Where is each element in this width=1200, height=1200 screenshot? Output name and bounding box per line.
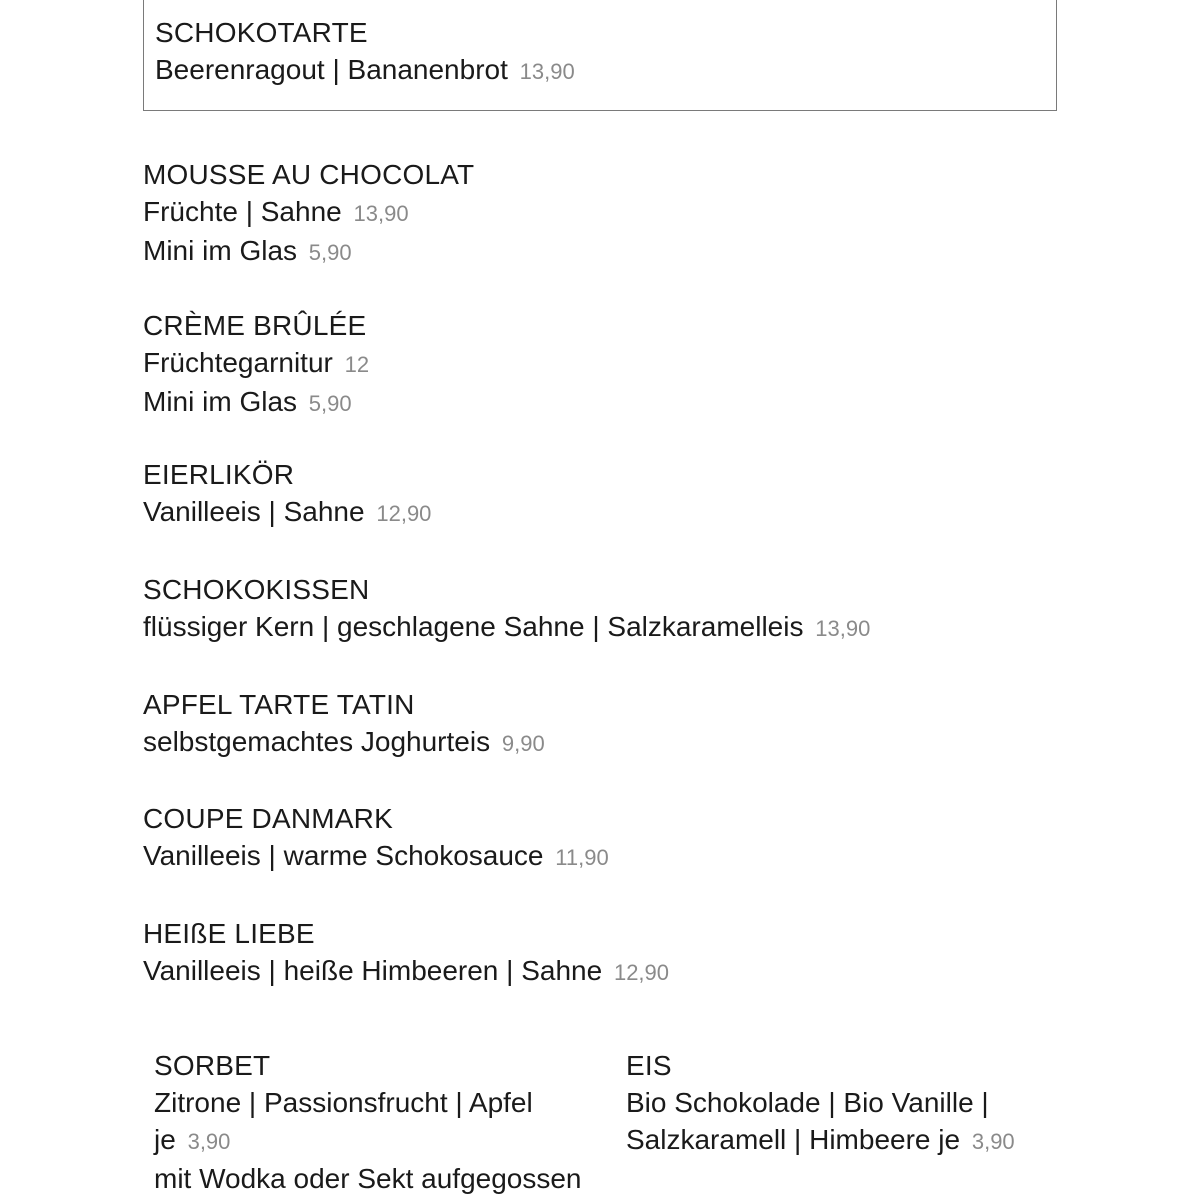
item-line: Bio Schokolade | Bio Vanille | xyxy=(626,1087,989,1118)
menu-item-heisse-liebe xyxy=(143,915,669,991)
item-line-text: Früchte | Sahne xyxy=(143,196,342,227)
item-line-text: Mini im Glas xyxy=(143,235,298,266)
menu-item-eierlikoer xyxy=(143,456,431,532)
item-line xyxy=(143,608,870,647)
item-price: 12,90 xyxy=(376,501,432,526)
item-description-text: Beerenragout | Bananenbrot xyxy=(155,54,508,85)
menu-item-mousse xyxy=(143,156,474,271)
item-line-text: Mini im Glas xyxy=(143,386,298,417)
item-line-text: Früchtegarnitur xyxy=(143,347,333,378)
item-price: 5,90 xyxy=(308,391,352,416)
item-line-text: Vanilleeis | Sahne xyxy=(143,496,365,527)
item-price: 9,90 xyxy=(501,731,545,756)
item-price: 5,90 xyxy=(308,240,352,265)
item-name: SCHOKOTARTE xyxy=(155,17,368,48)
item-line: Zitrone | Passionsfrucht | Apfel xyxy=(154,1087,533,1118)
item-name: SCHOKOKISSEN xyxy=(143,574,370,605)
menu-item-schokokissen xyxy=(143,571,870,647)
item-line xyxy=(143,493,431,532)
item-price: 11,90 xyxy=(555,845,609,870)
menu-item-eis xyxy=(626,1047,1015,1160)
menu-item-apfel-tarte xyxy=(143,686,545,762)
item-name: MOUSSE AU CHOCOLAT xyxy=(143,159,475,190)
item-line xyxy=(143,952,669,991)
item-name: EIERLIKÖR xyxy=(143,459,295,490)
item-price: 12,90 xyxy=(613,960,670,985)
menu-item-sorbet xyxy=(154,1047,582,1197)
item-line-text: flüssiger Kern | geschlagene Sahne | Salzkaramelleis xyxy=(143,611,804,642)
item-line xyxy=(143,837,609,876)
item-name: EIS xyxy=(626,1050,672,1081)
item-name: COUPE DANMARK xyxy=(143,803,393,834)
item-price: 13,90 xyxy=(519,59,575,84)
item-price: 13,90 xyxy=(815,616,871,641)
item-line-text: Vanilleeis | warme Schokosauce xyxy=(143,840,544,871)
item-line-text: Salzkaramell | Himbeere je xyxy=(626,1124,961,1155)
item-price: 13,90 xyxy=(353,201,409,226)
featured-item xyxy=(155,14,575,90)
menu-item-coupe-danmark xyxy=(143,800,609,876)
item-line: mit Wodka oder Sekt aufgegossen xyxy=(154,1163,582,1194)
item-name: APFEL TARTE TATIN xyxy=(143,689,415,720)
item-line xyxy=(626,1121,1015,1160)
item-line xyxy=(143,723,545,762)
item-price: 3,90 xyxy=(187,1129,231,1154)
item-line xyxy=(143,383,369,422)
item-price: 12 xyxy=(344,352,370,377)
item-price: 3,90 xyxy=(971,1129,1015,1154)
item-line xyxy=(143,344,369,383)
item-line xyxy=(143,193,474,232)
item-line-text: Vanilleeis | heiße Himbeeren | Sahne xyxy=(143,955,603,986)
item-line-text: je xyxy=(154,1124,176,1155)
item-name: CRÈME BRÛLÉE xyxy=(143,310,367,341)
featured-item-box xyxy=(143,0,1057,111)
menu-item-creme-brulee xyxy=(143,307,369,422)
item-line xyxy=(143,232,474,271)
item-name: SORBET xyxy=(154,1050,271,1081)
item-line-text: selbstgemachtes Joghurteis xyxy=(143,726,491,757)
item-description xyxy=(155,51,575,90)
item-name: HEIßE LIEBE xyxy=(143,918,315,949)
item-line xyxy=(154,1121,582,1160)
